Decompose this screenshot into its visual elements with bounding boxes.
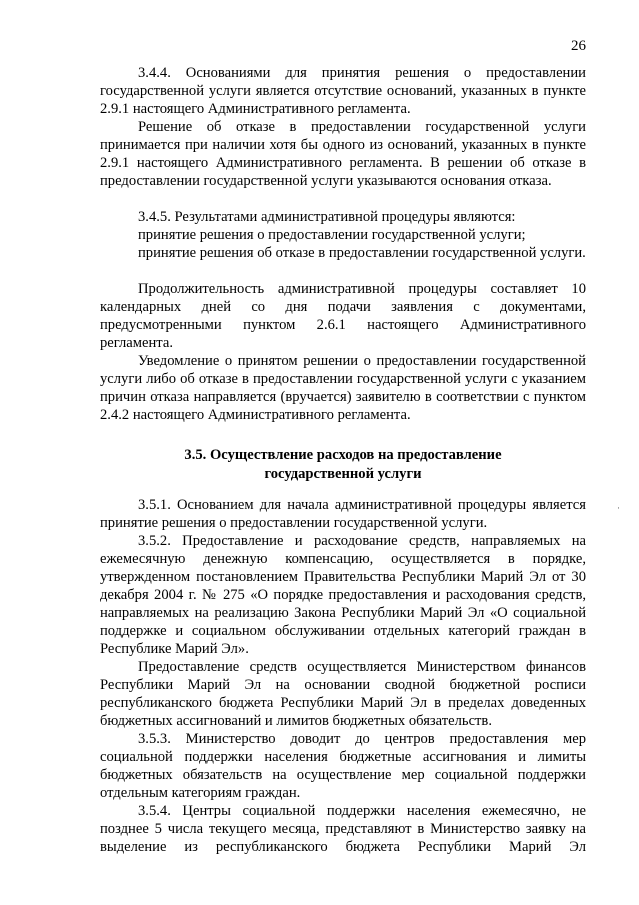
paragraph-3-5-1: 3.5.1. Основанием для начала административной процедуры является принятие решения о предоставлении государственной услуги. xyxy=(100,497,586,532)
paragraph-result-refusal: принятие решения об отказе в предоставлении государственной услуги. xyxy=(138,245,586,261)
page-number: 26 xyxy=(571,38,586,54)
paragraph-result-grant: принятие решения о предоставлении государственной услуги; xyxy=(138,227,526,243)
paragraph-3-5-4: 3.5.4. Центры социальной поддержки населения ежемесячно, не позднее 5 числа текущего месяца, представляют в Министерство заявку на выделение из республиканского бюджета Республики Марий Эл xyxy=(100,803,586,856)
section-heading-3-5 xyxy=(100,446,586,483)
section-heading-line-2: государственной услуги xyxy=(264,465,422,482)
paragraph-funds-provision: Предоставление средств осуществляется Министерством финансов Республики Марий Эл на основании сводной бюджетной росписи республиканского бюджета Республики Марий Эл в пределах доведенных бюджетных ассигнований и лимитов бюджетных обязательств. xyxy=(100,659,586,730)
paragraph-notification: Уведомление о принятом решении о предоставлении государственной услуги либо об отказе в предоставлении государственной услуги с указанием причин отказа направляется (вручается) заявителю в соответствии с пунктом 2.4.2 настоящего Административного регламента. xyxy=(100,353,586,424)
section-heading-line-1: 3.5. Осуществление расходов на предоставление xyxy=(184,447,502,463)
paragraph-refusal-decision: Решение об отказе в предоставлении государственной услуги принимается при наличии хотя бы одного из оснований, указанных в пункте 2.9.1 настоящего Административного регламента. В решении об отказе в предоставлении государственной услуги указываются основания отказа. xyxy=(100,119,586,190)
paragraph-3-5-2: 3.5.2. Предоставление и расходование средств, направляемых на ежемесячную денежную компенсацию, осуществляется в порядке, утвержденном постановлением Правительства Республики Марий Эл от 30 декабря 2004 г. № 275 «О порядке предоставления и расходования средств, направляемых на реализацию Закона Республики Марий Эл «О социальной поддержке и социальном обслуживании отдельных категорий граждан в Республике Марий Эл». xyxy=(100,533,586,658)
paragraph-duration: Продолжительность административной процедуры составляет 10 календарных дней со дня подачи заявления с документами, предусмотренными пунктом 2.6.1 настоящего Административного регламента. xyxy=(100,281,586,352)
paragraph-3-4-4: 3.4.4. Основаниями для принятия решения о предоставлении государственной услуги является отсутствие оснований, указанных в пункте 2.9.1 настоящего Административного регламента. xyxy=(100,65,586,118)
paragraph-3-4-5: 3.4.5. Результатами административной процедуры являются: xyxy=(138,209,516,225)
paragraph-3-5-3: 3.5.3. Министерство доводит до центров предоставления мер социальной поддержки населения бюджетные ассигнования и лимиты бюджетных обязательств на осуществление мер социальной поддержки отдельным категориям граждан. xyxy=(100,731,586,802)
margin-mark: · xyxy=(617,503,620,513)
